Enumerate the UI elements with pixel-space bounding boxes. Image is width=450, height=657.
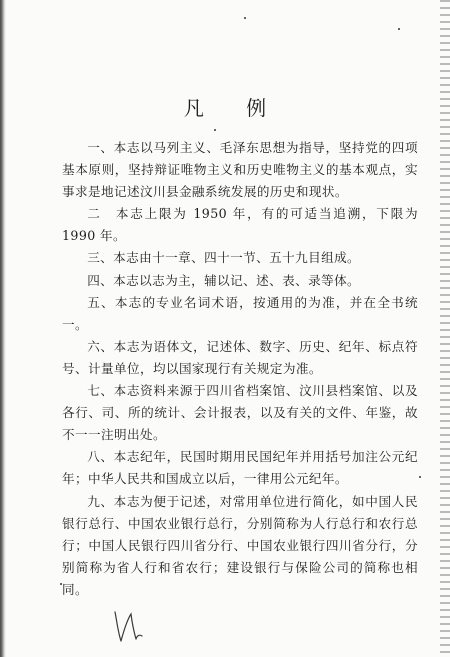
paragraph-2: 二 本志上限为 1950 年，有的可适当追溯，下限为 1990 年。 [62, 206, 418, 244]
paragraph-7: 七、本志资料来源于四川省档案馆、汶川县档案馆、以及各行、司、所的统计、会计报表，以及有关的文件、年鉴，故不一一注明出处。 [62, 383, 418, 443]
paragraph-3: 三、本志由十一章、四十一节、五十九目组成。 [87, 250, 361, 266]
paragraph-6: 六、本志为语体文，记述体、数字、历史、纪年、标点符号、计量单位，均以国家现行有关规定为准。 [62, 338, 418, 376]
paragraph-9: 九、本志为便于记述，对常用单位进行简化，如中国人民银行总行、中国农业银行总行，分别简称为人行总行和农行总行；中国人民银行四川省分行、中国农业银行四川省分行，分别简称为省人行和省农行；建设银行与保险公司的简称也相同。 [62, 493, 418, 597]
scan-speck [244, 17, 246, 19]
paragraph-5: 五、本志的专业名词术语，按通用的为准，并在全书统一。 [62, 294, 418, 332]
scan-speck [419, 476, 421, 478]
paragraph-1: 一、本志以马列主义、毛泽东思想为指导，坚持党的四项基本原则，坚持辩证唯物主义和历史唯物主义的基本观点，实事求是地记述汶川县金融系统发展的历史和现状。 [62, 140, 418, 200]
scan-speck [398, 28, 400, 30]
paragraph-8: 八、本志纪年，民国时期用民国纪年并用括号加注公元纪年；中华人民共和国成立以后，一律用公元纪年。 [62, 449, 418, 487]
scan-speck [214, 129, 216, 131]
body-text [62, 137, 418, 601]
paragraph-4: 四、本志以志为主，辅以记、述、表、录等体。 [87, 272, 361, 288]
page-title: 凡 例 [183, 96, 285, 120]
pen-scribble-mark [112, 606, 146, 646]
